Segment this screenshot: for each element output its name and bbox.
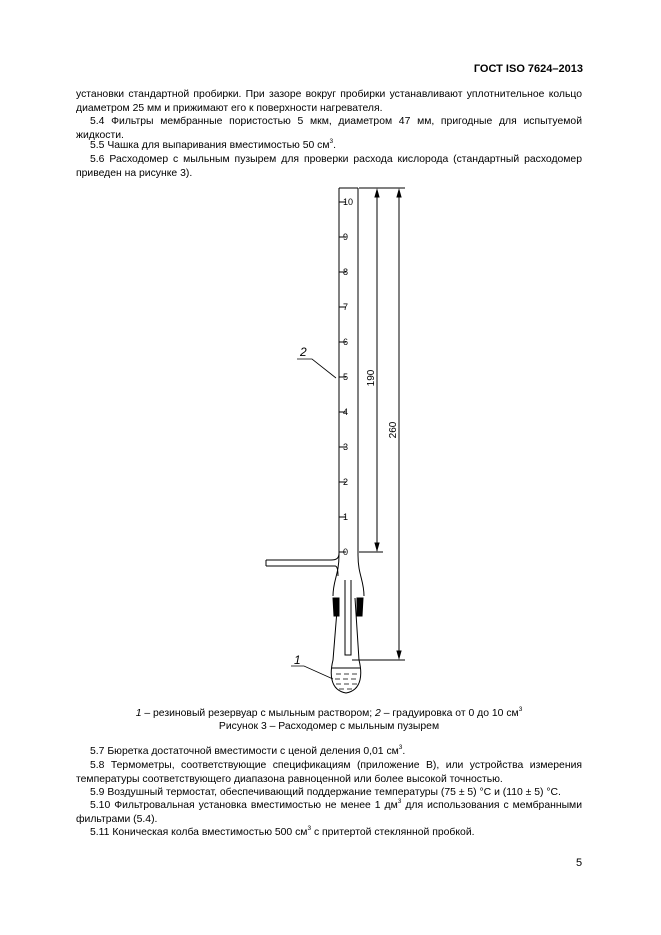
scale-label: 6 (343, 337, 349, 347)
paragraph-5-7 (76, 745, 582, 759)
paragraph-5-11 (76, 826, 582, 840)
paragraph-5-10-text: 5.10 Фильтровальная установка вместимостью не менее 1 дм (90, 800, 398, 811)
figure-legend (76, 707, 582, 721)
superscript: 3 (307, 825, 312, 832)
callout-2-leader (297, 359, 336, 378)
paragraph-tail: для использования с мембранными фильтрами (5.4). (76, 800, 582, 825)
scale-label: 8 (343, 267, 349, 277)
superscript: 3 (398, 744, 403, 751)
page-number: 5 (576, 857, 583, 869)
superscript: 3 (329, 138, 334, 145)
legend-text-1: – резиновый резервуар с мыльным раствором; (141, 708, 376, 719)
scale-label: 5 (343, 372, 349, 382)
callout-2: 2 (300, 345, 307, 359)
liquid-hatch (335, 674, 357, 689)
paragraph-tail: . (402, 746, 406, 757)
superscript: 3 (397, 798, 402, 805)
dimension-label-190: 190 (366, 369, 377, 387)
scale-label: 1 (343, 512, 349, 522)
burette-tube-right (358, 188, 364, 596)
figure-title: Рисунок 3 – Расходомер с мыльным пузырем (218, 721, 440, 732)
paragraph-5-6: 5.6 Расходомер с мыльным пузырем для проверки расхода кислорода (стандартный расходомер приведен на рисунке 3). (76, 154, 582, 179)
dimension-label-260: 260 (388, 421, 399, 439)
legend-number-1: 1 (135, 708, 142, 719)
paragraph-5-4: 5.4 Фильтры мембранные пористостью 5 мкм, диаметром 47 мм, пригодные для испытуемой жидкости. (76, 116, 582, 141)
inner-stem (345, 580, 351, 655)
side-inlet (266, 553, 339, 576)
paragraph-5-9: 5.9 Воздушный термостат, обеспечивающий поддержание температуры (75 ± 5) °С и (110 ± 5) °С. (90, 787, 561, 798)
scale-label: 10 (343, 197, 354, 207)
scale-label: 9 (343, 232, 349, 242)
clamp-left (333, 598, 339, 616)
scale-label: 7 (343, 302, 349, 312)
callout-1-leader (291, 666, 333, 679)
scale-label: 0 (343, 547, 349, 557)
superscript: 3 (518, 706, 523, 713)
scale-label: 2 (343, 477, 349, 487)
clamp-right (357, 598, 363, 616)
legend-text-2: – градуировка от 0 до 10 см (380, 708, 519, 719)
standard-header: ГОСТ ISO 7624–2013 (473, 63, 583, 75)
paragraph-tail: с притертой стеклянной пробкой. (311, 827, 475, 838)
scale-label: 4 (343, 407, 349, 417)
scale-labels (343, 197, 353, 557)
paragraph-tail: . (333, 140, 337, 151)
paragraph-5-5-text: 5.5 Чашка для выпаривания вместимостью 50 см (90, 140, 330, 151)
paragraph-5-7-text: 5.7 Бюретка достаточной вместимости с ценой деления 0,01 см (90, 746, 399, 757)
burette-tube (333, 188, 339, 596)
paragraph-continuation: установки стандартной пробирки. При зазоре вокруг пробирки устанавливают уплотнительное кольцо диаметром 25 мм и прижимают его к поверхности нагревателя. (76, 89, 582, 114)
paragraph-5-10 (76, 799, 582, 826)
legend-number-2: 2 (375, 708, 381, 719)
paragraph-5-11-text: 5.11 Коническая колба вместимостью 500 см (90, 827, 308, 838)
paragraph-5-8: 5.8 Термометры, соответствующие спецификациям (приложение В), или устройства измерения температуры соответствующего диапазона равноценной или более высокой точностью. (76, 760, 582, 785)
callout-1: 1 (294, 653, 301, 667)
scale-label: 3 (343, 442, 349, 452)
